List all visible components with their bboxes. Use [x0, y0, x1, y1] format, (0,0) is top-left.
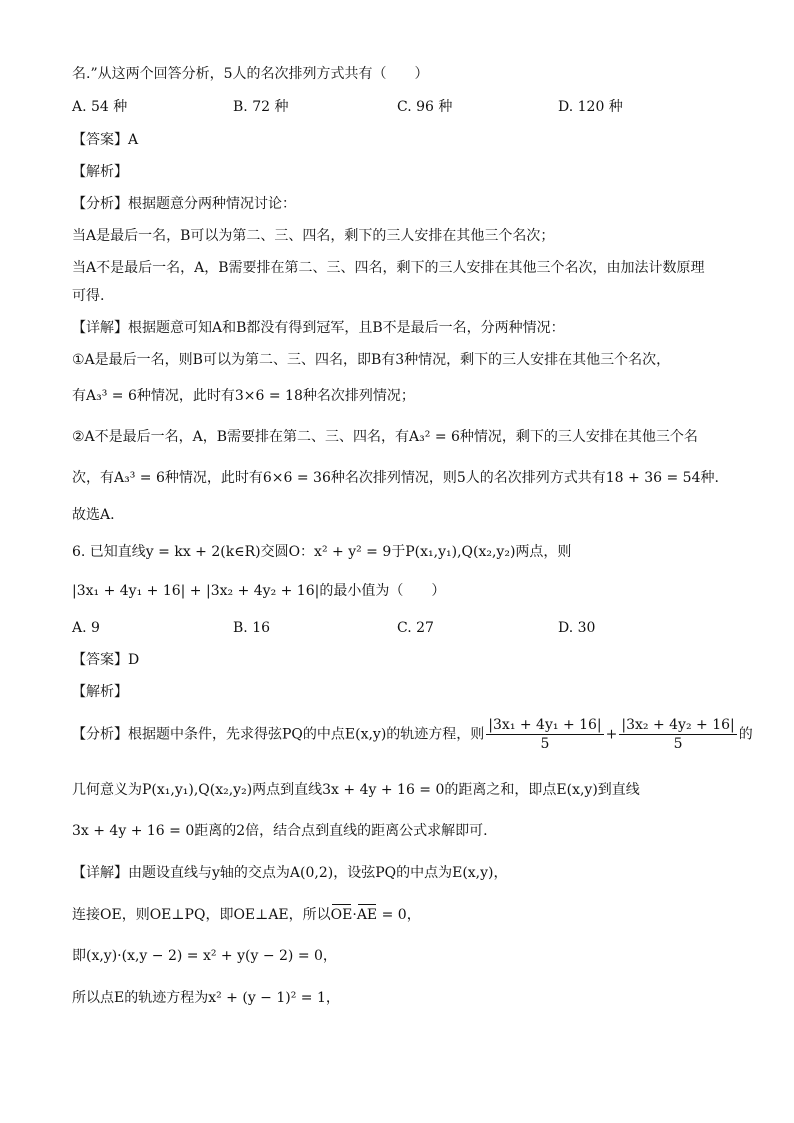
q6-option-a: A. 9: [72, 620, 100, 636]
q6-stem-1: 6. 已知直线y = kx + 2(k∈R)交圆O：x² + y² = 9于P(x₁,y₁),Q(x₂,y₂)两点，则: [72, 544, 572, 560]
q6-answer: [72, 650, 139, 670]
fraction-1-numerator: |3x₁ + 4y₁ + 16|: [488, 717, 602, 733]
fenxi-text: 根据题意分两种情况讨论：: [128, 196, 296, 212]
detail-text: 由题设直线与y轴的交点为A(0,2)，设弦PQ的中点为E(x,y)，: [128, 865, 508, 881]
answer-tag: 【答案】: [72, 132, 128, 148]
q5-detail-3: ②A不是最后一名，A，B需要排在第二、三、四名，有A₃² = 6种情况，剩下的三人安排在其他三个名: [72, 429, 698, 445]
q5-case1: 当A是最后一名，B可以为第二、三、四名，剩下的三人安排在其他三个名次；: [72, 228, 555, 244]
case2-text: 不是最后一名，A，B需要排在第二、三、四名，剩下的三人安排在其他三个名次，由加法计数原理: [96, 260, 705, 276]
q5-analysis-tag: 【解析】: [72, 164, 128, 180]
vector-oe: OE: [330, 907, 353, 923]
q6-detail-2: 连接OE，则OE⊥PQ，即OE⊥AE，所以OE·AE = 0，: [72, 907, 421, 923]
q5-case2-end: 可得.: [72, 288, 105, 304]
detail-tag: 【详解】: [72, 320, 128, 336]
detail-2-text: 连接OE，则OE⊥PQ，即OE⊥AE，所以: [72, 907, 331, 923]
fenxi-text: 根据题中条件，先求得弦PQ的中点E(x,y)的轨迹方程，则: [128, 726, 485, 743]
fenxi-tag: 【分析】: [72, 726, 128, 743]
fraction-2: [619, 716, 736, 753]
q6-option-c: C. 27: [397, 620, 434, 636]
q5-option-c: C. 96 种: [397, 99, 453, 115]
q6-detail-1: [72, 863, 508, 883]
fraction-2-denominator: 5: [673, 736, 683, 752]
q5-option-a: A. 54 种: [72, 99, 128, 115]
fenxi-tag: 【分析】: [72, 196, 128, 212]
vector-ae: AE: [356, 907, 378, 923]
fenxi-tail: 的: [738, 726, 753, 743]
q5-detail: [72, 318, 565, 338]
q6-analysis-tag: 【解析】: [72, 684, 128, 700]
q5-detail-1: ①A是最后一名，则B可以为第二、三、四名，即B有3种情况，剩下的三人安排在其他三个名次，: [72, 352, 671, 368]
q5-fenxi: [72, 194, 296, 214]
fraction-2-numerator: |3x₂ + 4y₂ + 16|: [621, 717, 735, 733]
q6-option-d: D. 30: [558, 620, 596, 636]
q5-case2: 当A不是最后一名，A，B需要排在第二、三、四名，剩下的三人安排在其他三个名次，由加法计数原理: [72, 260, 705, 276]
q6-detail-3: 即(x,y)·(x,y − 2) = x² + y(y − 2) = 0，: [72, 948, 337, 964]
answer-tag: 【答案】: [72, 652, 128, 668]
q6-detail-4: 所以点E的轨迹方程为x² + (y − 1)² = 1，: [72, 990, 340, 1006]
fraction-1-denominator: 5: [540, 736, 550, 752]
q6-fenxi-1: 【分析】根据题中条件，先求得弦PQ的中点E(x,y)的轨迹方程，则 $\frac{\text{|3x₁ + 4y₁ + 16|}}{5}$ + $\frac{\text{|3x₂ + 4y₂ + 16|}}{5}$ 的: [72, 717, 753, 752]
q5-choose: 故选A.: [72, 507, 115, 523]
q5-stem-tail: 名.”从这两个回答分析，5人的名次排列方式共有（ ）: [72, 66, 429, 82]
detail-text: 根据题意可知A和B都没有得到冠军，且B不是最后一名，分两种情况：: [128, 320, 565, 336]
detail-2-tail: = 0，: [377, 907, 421, 923]
q5-detail-4: 次，有A₃³ = 6种情况，此时有6×6 = 36种名次排列情况，则5人的名次排列方式共有18 + 36 = 54种.: [72, 470, 719, 486]
fraction-1: [486, 716, 603, 753]
q5-detail-2: 有A₃³ = 6种情况，此时有3×6 = 18种名次排列情况；: [72, 388, 415, 404]
q6-fenxi-2: 几何意义为P(x₁,y₁),Q(x₂,y₂)两点到直线3x + 4y + 16 = 0的距离之和，即点E(x,y)到直线: [72, 782, 640, 798]
q6-option-b: B. 16: [233, 620, 271, 636]
q5-option-b: B. 72 种: [233, 99, 289, 115]
q5-option-d: D. 120 种: [558, 99, 623, 115]
answer-value: A: [128, 132, 139, 148]
q6-fenxi-3: 3x + 4y + 16 = 0距离的2倍，结合点到直线的距离公式求解即可.: [72, 823, 488, 839]
q6-stem-2: |3x₁ + 4y₁ + 16| + |3x₂ + 4y₂ + 16|的最小值为（ ）: [72, 583, 446, 599]
q5-answer: [72, 130, 138, 150]
answer-value: D: [128, 652, 140, 668]
detail-tag: 【详解】: [72, 865, 128, 881]
case1-text: 是最后一名，B可以为第二、三、四名，剩下的三人安排在其他三个名次；: [96, 228, 555, 244]
